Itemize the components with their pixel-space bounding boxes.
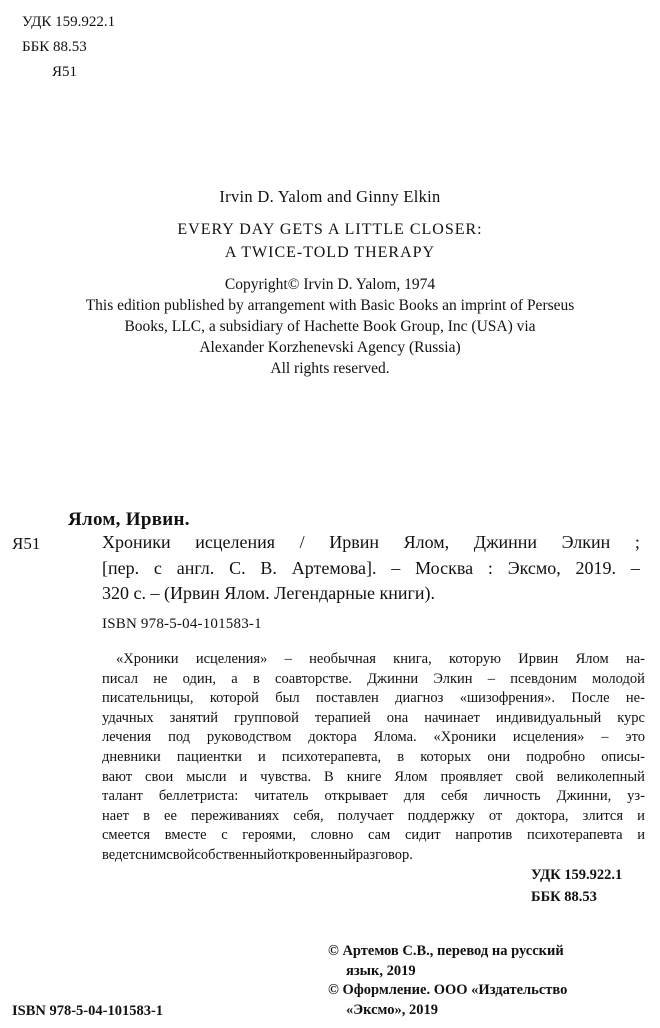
- copyright-line: Copyright© Irvin D. Yalom, 1974: [224, 276, 436, 293]
- copyright-bottom-line: © Артемов С.В., перевод на русский: [328, 943, 564, 959]
- original-title: [0, 218, 660, 264]
- catalog-mark: Я51: [12, 534, 41, 553]
- classification-codes-bottom: [531, 864, 622, 908]
- annotation-line: ведет с ним свой собственный откровенный разговор.: [102, 846, 413, 863]
- copyright-bottom-line: «Эксмо», 2019: [346, 1001, 438, 1018]
- annotation: [102, 650, 645, 866]
- copyright-line: Books, LLC, a subsidiary of Hachette Book Group, Inc (USA) via: [124, 318, 536, 335]
- isbn-catalog: ISBN 978-5-04-101583-1: [102, 616, 262, 632]
- author-sign: Я51: [52, 64, 78, 80]
- original-title-line: A TWICE-TOLD THERAPY: [224, 244, 436, 261]
- udk-code-bottom: УДК 159.922.1: [531, 867, 623, 883]
- copyright-notice: [0, 274, 660, 379]
- bbk-code-bottom: ББК 88.53: [531, 889, 597, 905]
- isbn-bottom: ISBN 978-5-04-101583-1: [12, 1003, 164, 1019]
- annotation-line: удачных занятий групповой терапией она начинает индивидуальный курс: [102, 709, 645, 726]
- bibliographic-description: [102, 530, 640, 607]
- copyright-line: Alexander Korzhenevski Agency (Russia): [199, 339, 461, 356]
- annotation-line: талант беллетриста: читатель открывает для себя личность Джинни, уз-: [102, 788, 645, 805]
- copyright-line: All rights reserved.: [270, 360, 390, 377]
- udk-code: УДК 159.922.1: [22, 14, 116, 30]
- annotation-line: писал не один, а в соавторстве. Джинни Элкин – псевдоним молодой: [102, 670, 645, 687]
- annotation-line: вают свои мысли и чувства. В книге Ялом проявляет свой великолепный: [102, 768, 645, 785]
- catalog-author: Ялом, Ирвин.: [68, 509, 190, 530]
- copyright-bottom-line: язык, 2019: [346, 962, 416, 979]
- biblio-line: Хроники исцеления / Ирвин Ялом, Джинни Элкин ;: [102, 532, 640, 552]
- annotation-line: писательницы, которой был поставлен диагноз «шизофрения». После не-: [102, 690, 645, 707]
- original-title-line: EVERY DAY GETS A LITTLE CLOSER:: [177, 221, 483, 238]
- translation-copyright: [328, 942, 567, 1020]
- annotation-line: нает в ее переживаниях себя, получает поддержку от доктора, злится и: [102, 807, 645, 824]
- annotation-line: дневники пациентки и психотерапевта, в которых они подробно описы-: [102, 748, 645, 765]
- annotation-line: лечения под руководством доктора Ялома. «Хроники исцеления» – это: [102, 729, 645, 746]
- annotation-line: смеется вместе с героями, словно сам сидит напротив психотерапевта и: [102, 827, 645, 844]
- classification-codes-top: [22, 10, 115, 85]
- annotation-line: «Хроники исцеления» – необычная книга, которую Ирвин Ялом на-: [116, 651, 645, 667]
- copyright-line: This edition published by arrangement with Basic Books an imprint of Perseus: [85, 297, 575, 314]
- original-authors: Irvin D. Yalom and Ginny Elkin: [219, 187, 441, 206]
- biblio-line: [пер. с англ. С. В. Артемова]. – Москва : Эксмо, 2019. –: [102, 557, 640, 578]
- biblio-line: 320 с. – (Ирвин Ялом. Легендарные книги).: [102, 583, 436, 603]
- bbk-code: ББК 88.53: [22, 39, 87, 55]
- copyright-bottom-line: © Оформление. ООО «Издательство: [328, 982, 568, 998]
